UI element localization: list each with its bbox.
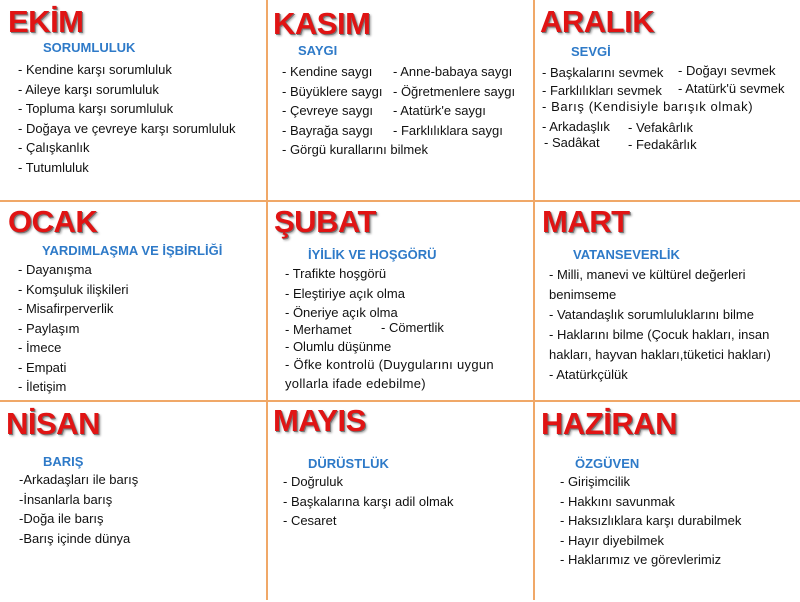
theme-title: BARIŞ	[43, 454, 84, 469]
value-list	[549, 265, 794, 385]
month-title: MAYIS	[273, 403, 366, 438]
list-item: - Öfke kontrolü (Duygularını uygun yollarla ifade edebilme)	[285, 357, 494, 391]
list-item: - Atatürk'e saygı	[393, 103, 486, 118]
list-item: -Doğa ile barış	[19, 511, 104, 526]
list-item: - Öneriye açık olma	[285, 305, 398, 320]
list-item: - Doğayı sevmek	[678, 63, 776, 78]
list-item: - Öğretmenlere saygı	[393, 83, 516, 99]
month-title: ŞUBAT	[274, 204, 376, 239]
value-list	[18, 60, 235, 177]
list-item: - Kendine saygı	[282, 64, 373, 79]
list-item: - Hayır diyebilmek	[560, 532, 665, 548]
list-item: - Dayanışma	[18, 262, 92, 277]
list-item: - Farklılıkları sevmek	[542, 83, 662, 98]
theme-title: VATANSEVERLİK	[573, 247, 680, 262]
list-item: - Sadâkat	[544, 135, 600, 150]
month-cell-ocak	[0, 202, 264, 402]
list-item: -İnsanlarla barış	[19, 491, 113, 507]
list-item: -Arkadaşları ile barış	[19, 472, 139, 487]
month-cell-mayis	[268, 402, 532, 602]
month-cell-kasim	[268, 0, 532, 200]
list-item: - Olumlu düşünme	[285, 339, 392, 354]
month-cell-aralik	[535, 0, 799, 200]
list-item: - Arkadaşlık	[542, 119, 610, 134]
list-item: - Cömertlik	[381, 320, 444, 335]
list-item: - Eleştiriye açık olma	[285, 285, 405, 301]
list-item: - Milli, manevi ve kültürel değerleri benimseme	[549, 267, 746, 302]
list-item: - Paylaşım	[18, 320, 80, 336]
value-list	[18, 260, 129, 397]
theme-title: İYİLİK VE HOŞGÖRÜ	[308, 247, 437, 262]
month-cell-haziran	[535, 402, 799, 602]
month-cell-nisan	[0, 402, 264, 602]
theme-title: DÜRÜSTLÜK	[308, 456, 389, 471]
list-item: - Atatürkçülük	[549, 367, 628, 382]
list-item: - Cesaret	[283, 513, 337, 528]
list-item: -Barış içinde dünya	[19, 530, 131, 546]
list-item: - Merhamet	[285, 322, 352, 337]
list-item: - Girişimcilik	[560, 474, 631, 489]
list-item: - Barış (Kendisiyle barışık olmak)	[542, 99, 754, 114]
month-title: NİSAN	[6, 406, 100, 441]
list-item: - Aileye karşı sorumluluk	[18, 81, 159, 97]
list-item: - İletişim	[18, 379, 67, 394]
list-item: - Komşuluk ilişkileri	[18, 281, 129, 297]
theme-title: SAYGI	[298, 43, 338, 58]
list-item: - Misafirperverlik	[18, 301, 114, 316]
list-item: - Anne-babaya saygı	[393, 64, 513, 79]
theme-title: ÖZGÜVEN	[575, 456, 640, 471]
list-item: - Vatandaşlık sorumluluklarını bilme	[549, 307, 754, 322]
list-item: - Tutumluluk	[18, 159, 89, 175]
list-item: - Empati	[18, 359, 67, 375]
list-item: - Haksızlıklara karşı durabilmek	[560, 513, 742, 528]
list-item: - Başkalarına karşı adil olmak	[283, 493, 454, 509]
list-item: - Atatürk'ü sevmek	[678, 81, 785, 96]
theme-title: SEVGİ	[571, 44, 611, 59]
list-item: - Trafikte hoşgörü	[285, 266, 387, 281]
list-item: - Farklılıklara saygı	[393, 122, 503, 138]
list-item: - Hakkını savunmak	[560, 493, 675, 509]
list-item: - Haklarını bilme (Çocuk hakları, insan hakları, hayvan hakları,tüketici hakları)	[549, 327, 771, 362]
month-cell-ekim	[0, 0, 264, 200]
month-title: ARALIK	[540, 4, 655, 39]
list-item: - Vefakârlık	[628, 120, 694, 135]
month-title: HAZİRAN	[541, 406, 677, 441]
month-title: EKİM	[8, 4, 84, 39]
list-item: - Topluma karşı sorumluluk	[18, 101, 174, 116]
month-cell-mart	[535, 202, 799, 402]
theme-title: YARDIMLAŞMA VE İŞBİRLİĞİ	[42, 243, 223, 258]
theme-title: SORUMLULUK	[43, 40, 136, 55]
list-item: - Haklarımız ve görevlerimiz	[560, 552, 722, 567]
list-item: - Başkalarını sevmek	[542, 65, 664, 80]
list-item: - Fedakârlık	[628, 137, 697, 152]
value-list	[283, 472, 454, 531]
list-item: - Çevreye saygı	[282, 103, 374, 118]
value-list-right	[393, 62, 515, 140]
month-cell-subat	[268, 202, 532, 402]
list-item: - Bayrağa saygı	[282, 122, 374, 138]
value-list	[560, 472, 741, 570]
list-item: - Doğruluk	[283, 474, 343, 489]
value-list-left	[282, 62, 382, 140]
list-item: - Görgü kurallarını bilmek	[282, 142, 428, 157]
list-item: - Doğaya ve çevreye karşı sorumluluk	[18, 120, 236, 136]
value-list	[285, 264, 405, 323]
value-list	[19, 470, 138, 548]
month-title: OCAK	[8, 204, 98, 239]
month-title: KASIM	[273, 6, 371, 41]
list-item: - Çalışkanlık	[18, 140, 90, 155]
month-title: MART	[542, 204, 630, 239]
list-item: - İmece	[18, 340, 62, 355]
list-item: - Büyüklere saygı	[282, 83, 383, 99]
list-item: - Kendine karşı sorumluluk	[18, 62, 172, 77]
